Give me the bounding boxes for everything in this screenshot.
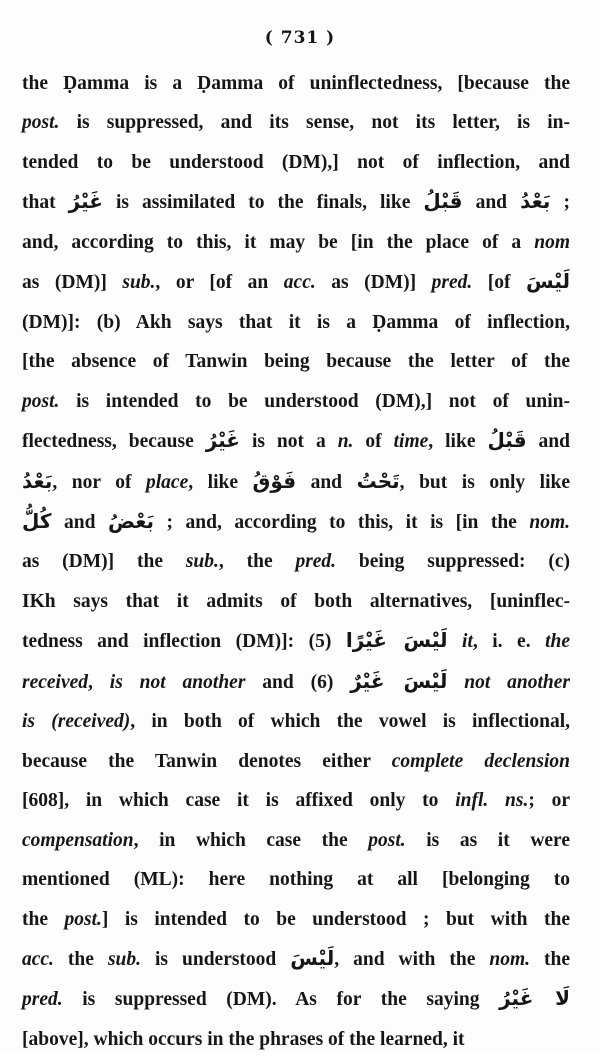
italic-text: compensation xyxy=(22,829,134,851)
arabic-word: غَيْرُ xyxy=(68,189,103,214)
text-line xyxy=(22,582,570,621)
italic-text: is (received) xyxy=(22,711,131,733)
arabic-word: لَيْسَ xyxy=(290,945,335,970)
text-run: the Ḍamma is a Ḍamma of uninflectedness, [because the xyxy=(22,73,570,94)
text-run: , like xyxy=(188,471,253,493)
text-run: that xyxy=(22,192,69,214)
italic-text: post. xyxy=(64,908,102,930)
text-run: the xyxy=(22,908,65,930)
text-run: mentioned (ML): here nothing at all [belonging to xyxy=(22,869,570,891)
text-line xyxy=(22,621,570,661)
text-run: , xyxy=(88,671,110,693)
text-run: because the Tanwin denotes either xyxy=(22,750,392,772)
italic-text: received xyxy=(22,671,89,693)
text-run: , or [of an xyxy=(155,272,284,294)
italic-text: the xyxy=(545,631,571,653)
italic-text: pred. xyxy=(22,989,63,1011)
text-run: ; and, according to this, it is [in the xyxy=(154,511,530,533)
text-line xyxy=(22,182,570,222)
italic-text: nom. xyxy=(529,511,570,533)
text-run: and xyxy=(526,431,570,453)
text-run: , but is only like xyxy=(399,471,570,493)
text-line xyxy=(22,781,570,820)
text-line xyxy=(22,303,570,342)
text-run: [above], which occurs in the phrases of the learned, it xyxy=(22,1028,465,1050)
italic-text: infl. ns. xyxy=(455,790,529,812)
text-run: ] is intended to be understood ; but with the xyxy=(101,908,570,930)
italic-text: sub. xyxy=(185,551,219,573)
italic-text: complete declension xyxy=(391,750,570,772)
text-line xyxy=(22,939,570,979)
italic-text: time xyxy=(393,431,429,453)
text-line xyxy=(22,979,570,1019)
text-run: is intended to be understood (DM),] not of unin- xyxy=(59,390,570,412)
text-run: (DM)]: (b) Akh says that it is a Ḍamma of inflection, xyxy=(22,311,570,333)
italic-text: sub. xyxy=(107,948,141,970)
italic-text: post. xyxy=(22,112,60,134)
text-line xyxy=(22,702,570,741)
text-line xyxy=(22,860,570,899)
text-run: and (6) xyxy=(245,671,351,693)
text-line xyxy=(22,262,570,302)
text-line xyxy=(22,502,570,542)
italic-text: is not another xyxy=(109,671,246,693)
text-run: , i. e. xyxy=(472,631,546,653)
arabic-word: تَحْتُ xyxy=(356,468,400,493)
page-number: ( 731 ) xyxy=(264,28,336,48)
italic-text: sub. xyxy=(122,272,156,294)
text-run: being suppressed: (c) xyxy=(336,551,570,573)
arabic-word: غَيْرُ xyxy=(205,428,240,453)
text-run: is understood xyxy=(141,948,291,970)
text-run: , in both of which the vowel is inflectional, xyxy=(130,711,570,733)
text-run: ; xyxy=(550,192,570,214)
italic-text: acc. xyxy=(283,272,316,294)
text-run: IKh says that it admits of both alternatives, [uninflec- xyxy=(22,590,570,612)
italic-text: place xyxy=(146,471,189,493)
text-run: and xyxy=(462,192,521,214)
italic-text: acc. xyxy=(22,948,54,970)
text-line xyxy=(22,1020,570,1059)
text-run: [608], in which case it is affixed only to xyxy=(22,790,456,812)
text-run: is suppressed (DM). As for the saying xyxy=(62,989,500,1011)
arabic-word: لَيْسَ غَيْرًا xyxy=(345,628,448,653)
text-run: ; or xyxy=(528,790,571,812)
text-run: as (DM)] xyxy=(22,272,123,294)
text-run: is not a xyxy=(239,431,338,453)
text-run xyxy=(447,672,464,693)
arabic-word: لَا غَيْرُ xyxy=(499,986,570,1011)
text-run: of xyxy=(353,431,394,453)
text-run: , like xyxy=(428,431,488,453)
text-run: , and with the xyxy=(334,948,490,970)
text-run: and xyxy=(296,471,357,493)
text-line xyxy=(22,421,570,461)
body-text xyxy=(22,64,570,1059)
text-run: the xyxy=(53,948,108,970)
italic-text: it xyxy=(462,631,473,653)
text-line xyxy=(22,821,570,860)
arabic-word: بَعْضُ xyxy=(107,508,155,533)
text-line xyxy=(22,64,570,103)
text-run: is suppressed, and its sense, not its letter, is in- xyxy=(59,112,570,134)
arabic-word: لَيْسَ غَيْرٌ xyxy=(350,668,448,693)
italic-text: nom xyxy=(534,231,570,253)
text-run: flectedness, because xyxy=(22,431,206,453)
text-run: and xyxy=(51,511,108,533)
arabic-word: قَبْلُ xyxy=(487,428,527,453)
text-run: is as it were xyxy=(405,829,571,851)
arabic-word: لَيْسَ xyxy=(526,269,570,294)
text-line xyxy=(22,742,570,781)
text-run: the xyxy=(530,948,571,970)
arabic-word: قَبْلُ xyxy=(423,189,463,214)
text-line xyxy=(22,143,570,182)
text-line xyxy=(22,662,570,702)
arabic-word: بَعْدُ xyxy=(520,189,551,214)
text-run: and, according to this, it may be [in the place of a xyxy=(22,231,535,253)
text-run: , in which case the xyxy=(133,829,369,851)
italic-text: pred. xyxy=(431,272,473,294)
text-line xyxy=(22,462,570,502)
arabic-word: بَعْدُ xyxy=(22,468,53,493)
text-run: as (DM)] xyxy=(315,272,432,294)
text-run: as (DM)] the xyxy=(22,551,186,573)
text-line xyxy=(22,542,570,581)
italic-text: post. xyxy=(368,829,406,851)
italic-text: n. xyxy=(337,431,354,453)
italic-text: not another xyxy=(464,671,570,693)
text-line xyxy=(22,900,570,939)
arabic-word: كُلُّ xyxy=(22,508,52,533)
italic-text: pred. xyxy=(295,551,337,573)
text-run: , the xyxy=(218,551,296,573)
text-run: tended to be understood (DM),] not of inflection, and xyxy=(22,151,570,173)
text-line xyxy=(22,342,570,381)
text-line xyxy=(22,103,570,142)
text-run: tedness and inflection (DM)]: (5) xyxy=(22,631,346,653)
text-run: is assimilated to the finals, like xyxy=(102,192,424,214)
text-run: , nor of xyxy=(52,471,146,493)
italic-text: post. xyxy=(22,390,60,412)
italic-text: nom. xyxy=(489,948,531,970)
text-run xyxy=(448,631,463,652)
text-line xyxy=(22,382,570,421)
arabic-word: فَوْقُ xyxy=(252,468,297,493)
text-run: [the absence of Tanwin being because the letter of the xyxy=(22,351,570,373)
text-run: [of xyxy=(472,272,527,294)
text-line xyxy=(22,223,570,262)
